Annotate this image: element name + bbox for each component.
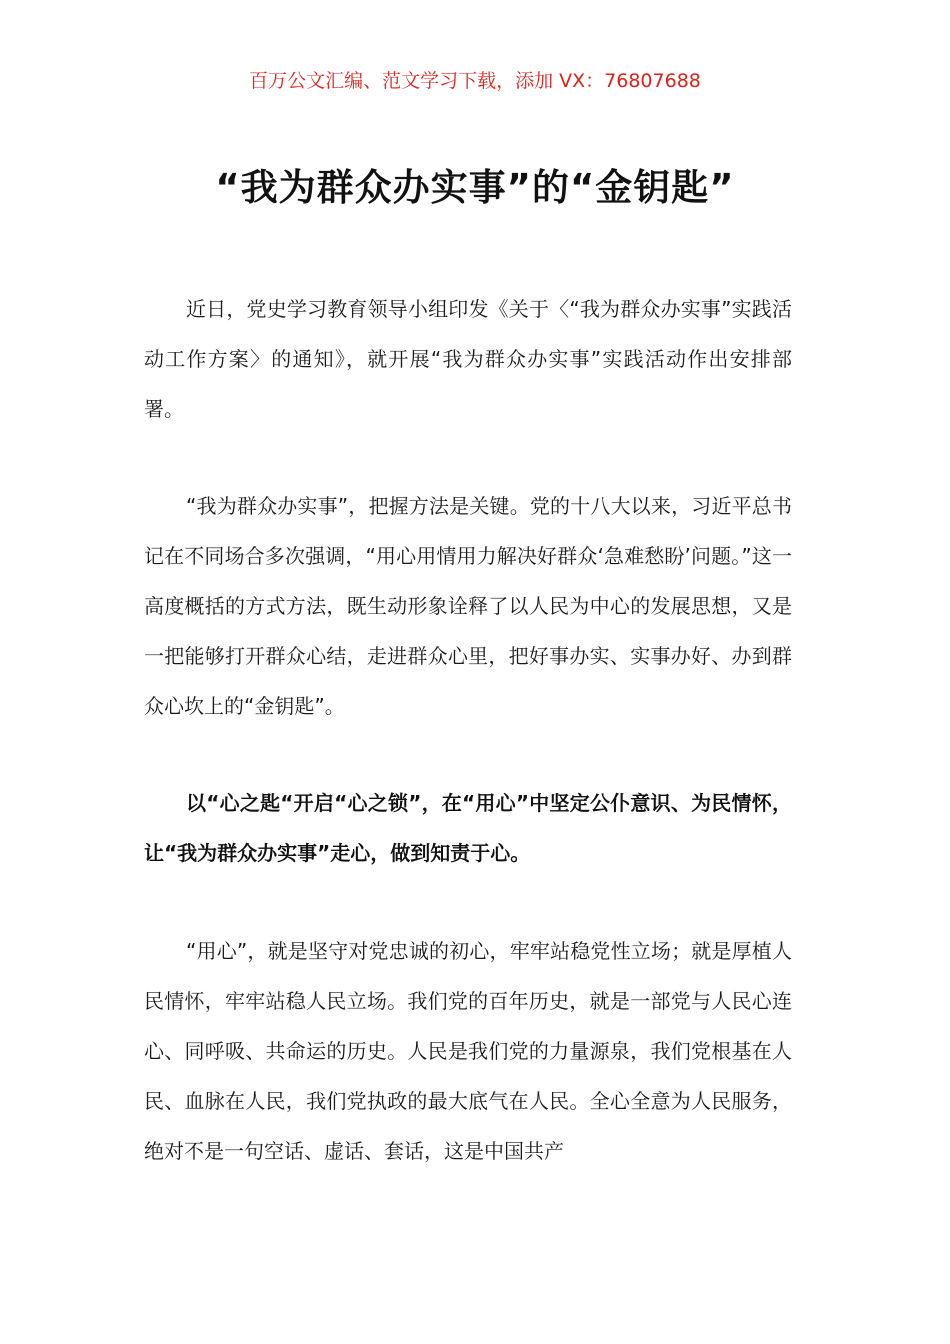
document-title: “我为群众办实事”的“金钥匙” bbox=[215, 166, 735, 209]
header-watermark-note: 百万公文汇编、范文学习下载，添加 VX：76807688 bbox=[249, 70, 701, 92]
paragraph-body: “用心”，就是坚守对党忠诚的初心，牢牢站稳党性立场；就是厚植人民情怀，牢牢站稳人民立场。我们党的百年历史，就是一部党与人民心连心、同呼吸、共命运的历史。人民是我们党的力量源泉，我们党根基在人民、血脉在人民，我们党执政的最大底气在人民。全心全意为人民服务，绝对不是一句空话、虚话、套话，这是中国共产 bbox=[144, 939, 792, 1163]
paragraph-section-heading: 以“心之匙“开启“心之锁”，在“用心”中坚定公仆意识、为民情怀，让“我为群众办实事”走心，做到知责于心。 bbox=[144, 791, 792, 865]
paragraph-method: “我为群众办实事”，把握方法是关键。党的十八大以来，习近平总书记在不同场合多次强调，“用心用情用力解决好群众‘急难愁盼’问题。”这一高度概括的方式方法，既生动形象诠释了以人民为中心的发展思想，又是一把能够打开群众心结，走进群众心里，把好事办实、实事办好、办到群众心坎上的“金钥匙”。 bbox=[144, 494, 792, 718]
paragraph-intro: 近日，党史学习教育领导小组印发《关于〈“我为群众办实事”实践活动工作方案〉的通知》，就开展“我为群众办实事”实践活动作出安排部署。 bbox=[144, 297, 792, 421]
